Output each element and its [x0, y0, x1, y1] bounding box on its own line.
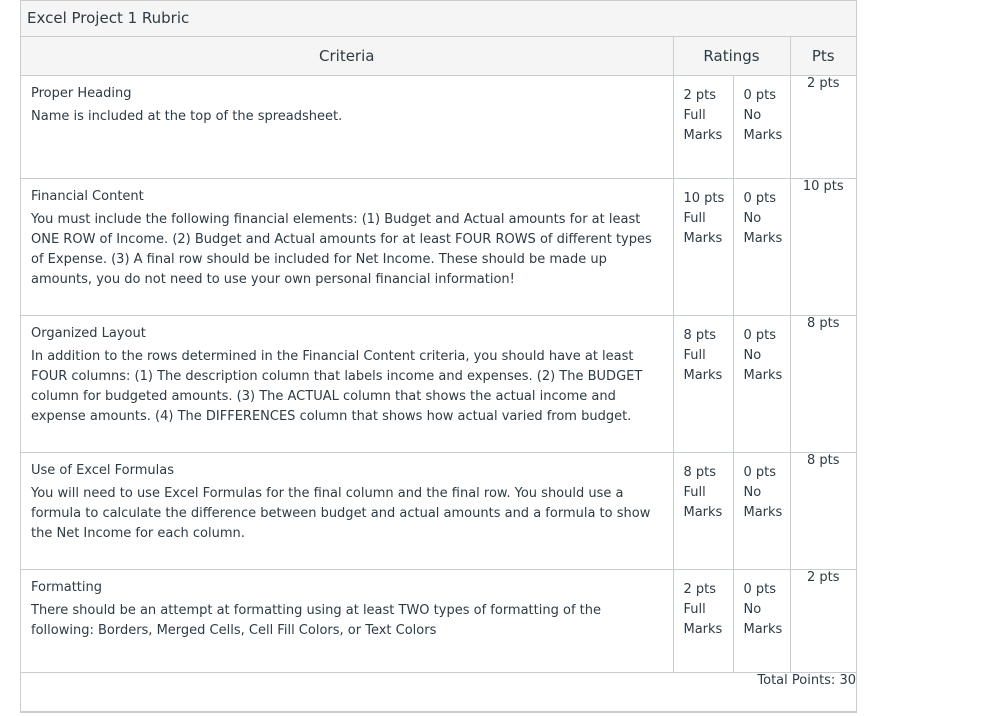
- rating-label-line1: Full: [683, 108, 706, 123]
- criterion-cell: [21, 179, 673, 316]
- ratings-cell: [673, 570, 790, 673]
- rating-points: 0 pts: [743, 328, 777, 343]
- criterion-description: In addition to the rows determined in the Financial Content criteria, you should have at least FOUR columns: (1) The description column that labels income and expenses. (2) The BUDGET column for budgeted amounts. (3) The ACTUAL column that shows the actual income and expense amounts. (4) The DIFFERENCES column that shows how actual varied from budget.: [31, 349, 643, 424]
- rating-label-line2: Marks: [743, 128, 783, 143]
- header-row: [21, 37, 856, 76]
- criterion-row: [21, 179, 856, 316]
- rubric-container: [20, 0, 857, 713]
- pts-header: Pts: [790, 37, 856, 76]
- ratings-cell: [673, 316, 790, 453]
- criterion-row: [21, 570, 856, 673]
- criterion-description: Name is included at the top of the spreadsheet.: [31, 109, 343, 124]
- rating-points: 0 pts: [743, 88, 777, 103]
- rating-label-line2: Marks: [683, 368, 723, 383]
- criterion-description: You must include the following financial elements: (1) Budget and Actual amounts for at least ONE ROW of Income. (2) Budget and Actual amounts for at least FOUR ROWS of different types of Expense. (3) A final row should be included for Net Income. These should be made up amounts, you do not need to use your own personal financial information!: [31, 212, 652, 287]
- rating-label-line1: No: [743, 211, 762, 226]
- rating-no-marks: [734, 570, 789, 672]
- ratings-cell: [673, 179, 790, 316]
- rating-full-marks: [674, 570, 734, 672]
- rating-no-marks: [734, 179, 789, 315]
- rating-full-marks: [674, 76, 734, 178]
- rating-no-marks: [734, 453, 789, 569]
- rating-label-line1: Full: [683, 602, 706, 617]
- criterion-name: Organized Layout: [31, 326, 146, 341]
- rating-label-line2: Marks: [743, 622, 783, 637]
- ratings-header: Ratings: [673, 37, 790, 76]
- rating-points: 8 pts: [683, 328, 717, 343]
- rating-points: 0 pts: [743, 465, 777, 480]
- criterion-row: [21, 453, 856, 570]
- rating-no-marks: [734, 76, 789, 178]
- criterion-row: [21, 316, 856, 453]
- rating-label-line1: No: [743, 108, 762, 123]
- rating-label-line1: Full: [683, 348, 706, 363]
- ratings-cell: [673, 453, 790, 570]
- criterion-name: Use of Excel Formulas: [31, 463, 174, 478]
- rating-label-line1: No: [743, 485, 762, 500]
- criterion-description: There should be an attempt at formatting using at least TWO types of formatting of the following: Borders, Merged Cells, Cell Fill Colors, or Text Colors: [31, 603, 601, 638]
- ratings-cell: [673, 76, 790, 179]
- rating-label-line2: Marks: [683, 505, 723, 520]
- rating-points: 0 pts: [743, 191, 777, 206]
- criterion-cell: [21, 76, 673, 179]
- rating-no-marks: [734, 316, 789, 452]
- criterion-points: 2 pts: [790, 76, 856, 179]
- rating-label-line2: Marks: [743, 505, 783, 520]
- total-row: [21, 673, 856, 712]
- criterion-cell: [21, 570, 673, 673]
- criterion-name: Proper Heading: [31, 86, 132, 101]
- criterion-cell: [21, 316, 673, 453]
- rating-label-line1: Full: [683, 485, 706, 500]
- rating-points: 0 pts: [743, 582, 777, 597]
- criterion-points: 8 pts: [790, 316, 856, 453]
- total-points: Total Points: 30: [21, 673, 856, 712]
- rating-label-line2: Marks: [683, 231, 723, 246]
- rating-points: 2 pts: [683, 88, 717, 103]
- criterion-name: Financial Content: [31, 189, 144, 204]
- rating-points: 8 pts: [683, 465, 717, 480]
- criteria-header: Criteria: [21, 37, 673, 76]
- rating-full-marks: [674, 453, 734, 569]
- criterion-name: Formatting: [31, 580, 103, 595]
- criterion-description: You will need to use Excel Formulas for the final column and the final row. You should use a formula to calculate the difference between budget and actual amounts and a formula to show the Net Income for each column.: [31, 486, 651, 541]
- rating-label-line1: Full: [683, 211, 706, 226]
- rating-label-line2: Marks: [743, 368, 783, 383]
- criterion-points: 2 pts: [790, 570, 856, 673]
- criterion-cell: [21, 453, 673, 570]
- rating-label-line1: No: [743, 602, 762, 617]
- rating-full-marks: [674, 316, 734, 452]
- rating-full-marks: [674, 179, 734, 315]
- rating-label-line2: Marks: [743, 231, 783, 246]
- rubric-table: [21, 37, 856, 712]
- rating-label-line2: Marks: [683, 128, 723, 143]
- criterion-points: 8 pts: [790, 453, 856, 570]
- rating-points: 10 pts: [683, 191, 725, 206]
- criterion-points: 10 pts: [790, 179, 856, 316]
- rating-points: 2 pts: [683, 582, 717, 597]
- rating-label-line2: Marks: [683, 622, 723, 637]
- rating-label-line1: No: [743, 348, 762, 363]
- criterion-row: [21, 76, 856, 179]
- rubric-title: Excel Project 1 Rubric: [21, 1, 856, 37]
